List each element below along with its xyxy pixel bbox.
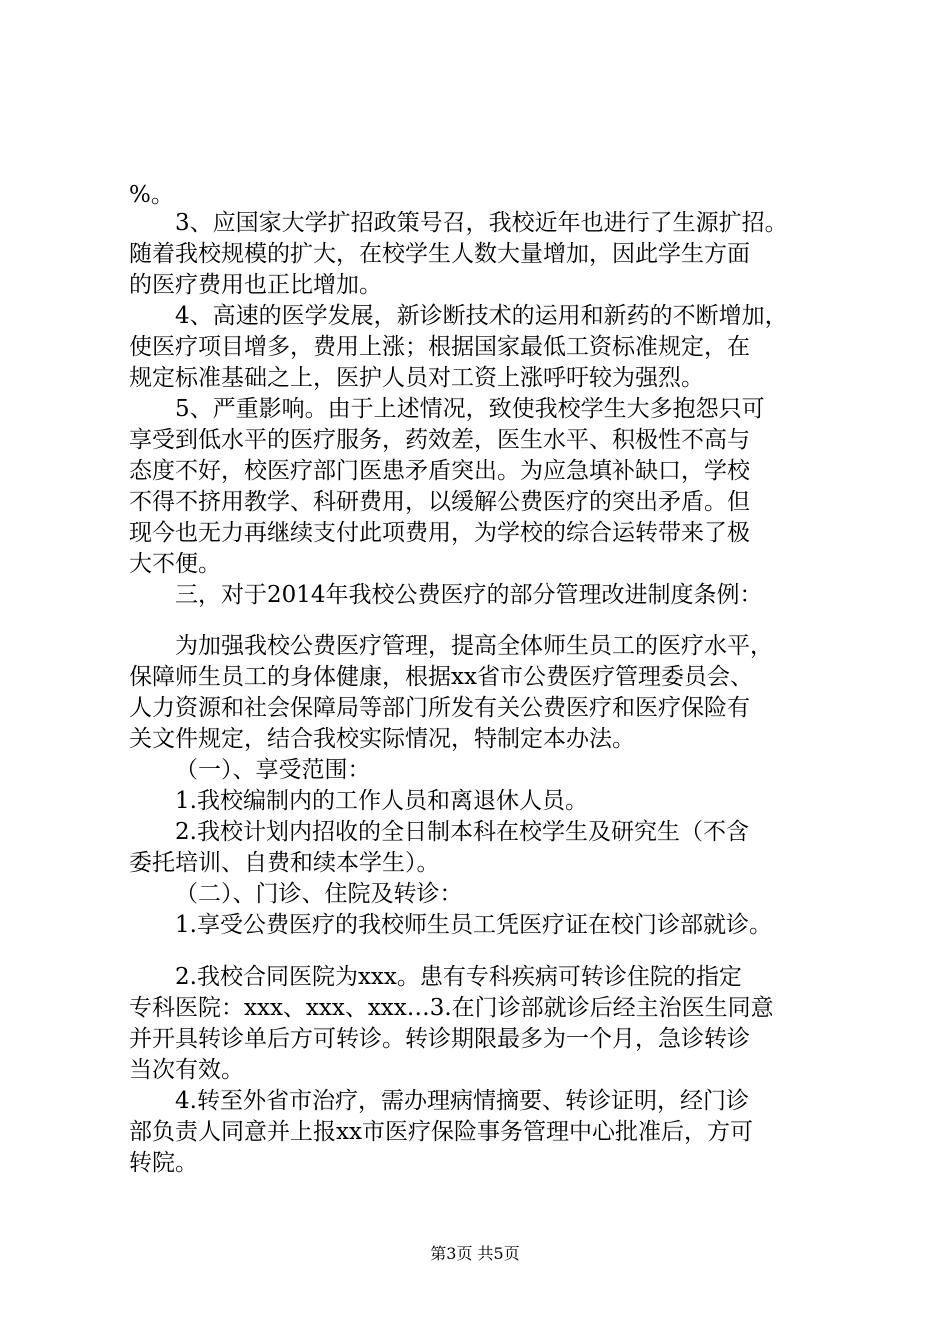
text-line: 1.我校编制内的工作人员和离退休人员。: [175, 788, 588, 814]
text-line: 享受到低水平的医疗服务，药效差，医生水平、积极性不高与: [129, 427, 750, 453]
text-line: 人力资源和社会保障局等部门所发有关公费医疗和医疗保险有: [129, 695, 750, 721]
text-line: 当次有效。: [129, 1057, 244, 1083]
text-line: 关文件规定，结合我校实际情况，特制定本办法。: [129, 726, 635, 752]
text-line: 保障师生员工的身体健康，根据xx省市公费医疗管理委员会、: [129, 664, 753, 690]
text-line: 委托培训、自费和续本学生）。: [129, 850, 440, 876]
text-line: 1.享受公费医疗的我校师生员工凭医疗证在校门诊部就诊。: [175, 912, 772, 938]
text-line: 4.转至外省市治疗，需办理病情摘要、转诊证明，经门诊: [175, 1088, 749, 1114]
text-line: 4、高速的医学发展，新诊断技术的运用和新药的不断增加，: [175, 303, 788, 329]
text-line: 2.我校合同医院为xxx。患有专科疾病可转诊住院的指定: [175, 964, 742, 990]
text-line: 现今也无力再继续支付此项费用，为学校的综合运转带来了极: [129, 520, 750, 546]
text-line: %。: [129, 182, 174, 208]
text-line: 专科医院：xxx、xxx、xxx…3.在门诊部就诊后经主治医生同意: [129, 995, 774, 1021]
text-line: 转院。: [129, 1150, 198, 1176]
text-line: 3、应国家大学扩招政策号召，我校近年也进行了生源扩招。: [175, 210, 788, 236]
section-heading: 三，对于2014年我校公费医疗的部分管理改进制度条例：: [175, 582, 763, 608]
text-line: 并开具转诊单后方可转诊。转诊期限最多为一个月，急诊转诊: [129, 1026, 750, 1052]
text-line: 使医疗项目增多，费用上涨；根据国家最低工资标准规定，在: [129, 334, 750, 360]
text-line: 的医疗费用也正比增加。: [129, 272, 382, 298]
text-line: 2.我校计划内招收的全日制本科在校学生及研究生（不含: [175, 819, 749, 845]
subsection-heading: （二）、门诊、住院及转诊：: [175, 881, 463, 907]
text-line: 部负责人同意并上报xx市医疗保险事务管理中心批准后，方可: [129, 1119, 753, 1145]
text-line: 不得不挤用教学、科研费用，以缓解公费医疗的突出矛盾。但: [129, 489, 750, 515]
text-line: 大不便。: [129, 551, 221, 577]
page-number-footer: 第3页 共5页: [430, 1244, 520, 1263]
text-line: 规定标准基础之上，医护人员对工资上涨呼吁较为强烈。: [129, 365, 704, 391]
text-line: 态度不好，校医疗部门医患矛盾突出。为应急填补缺口，学校: [129, 458, 750, 484]
text-line: 随着我校规模的扩大，在校学生人数大量增加，因此学生方面: [129, 241, 750, 267]
text-line: 5、严重影响。由于上述情况，致使我校学生大多抱怨只可: [175, 396, 765, 422]
subsection-heading: （一）、享受范围：: [175, 757, 371, 783]
text-line: 为加强我校公费医疗管理，提高全体师生员工的医疗水平，: [175, 633, 773, 659]
